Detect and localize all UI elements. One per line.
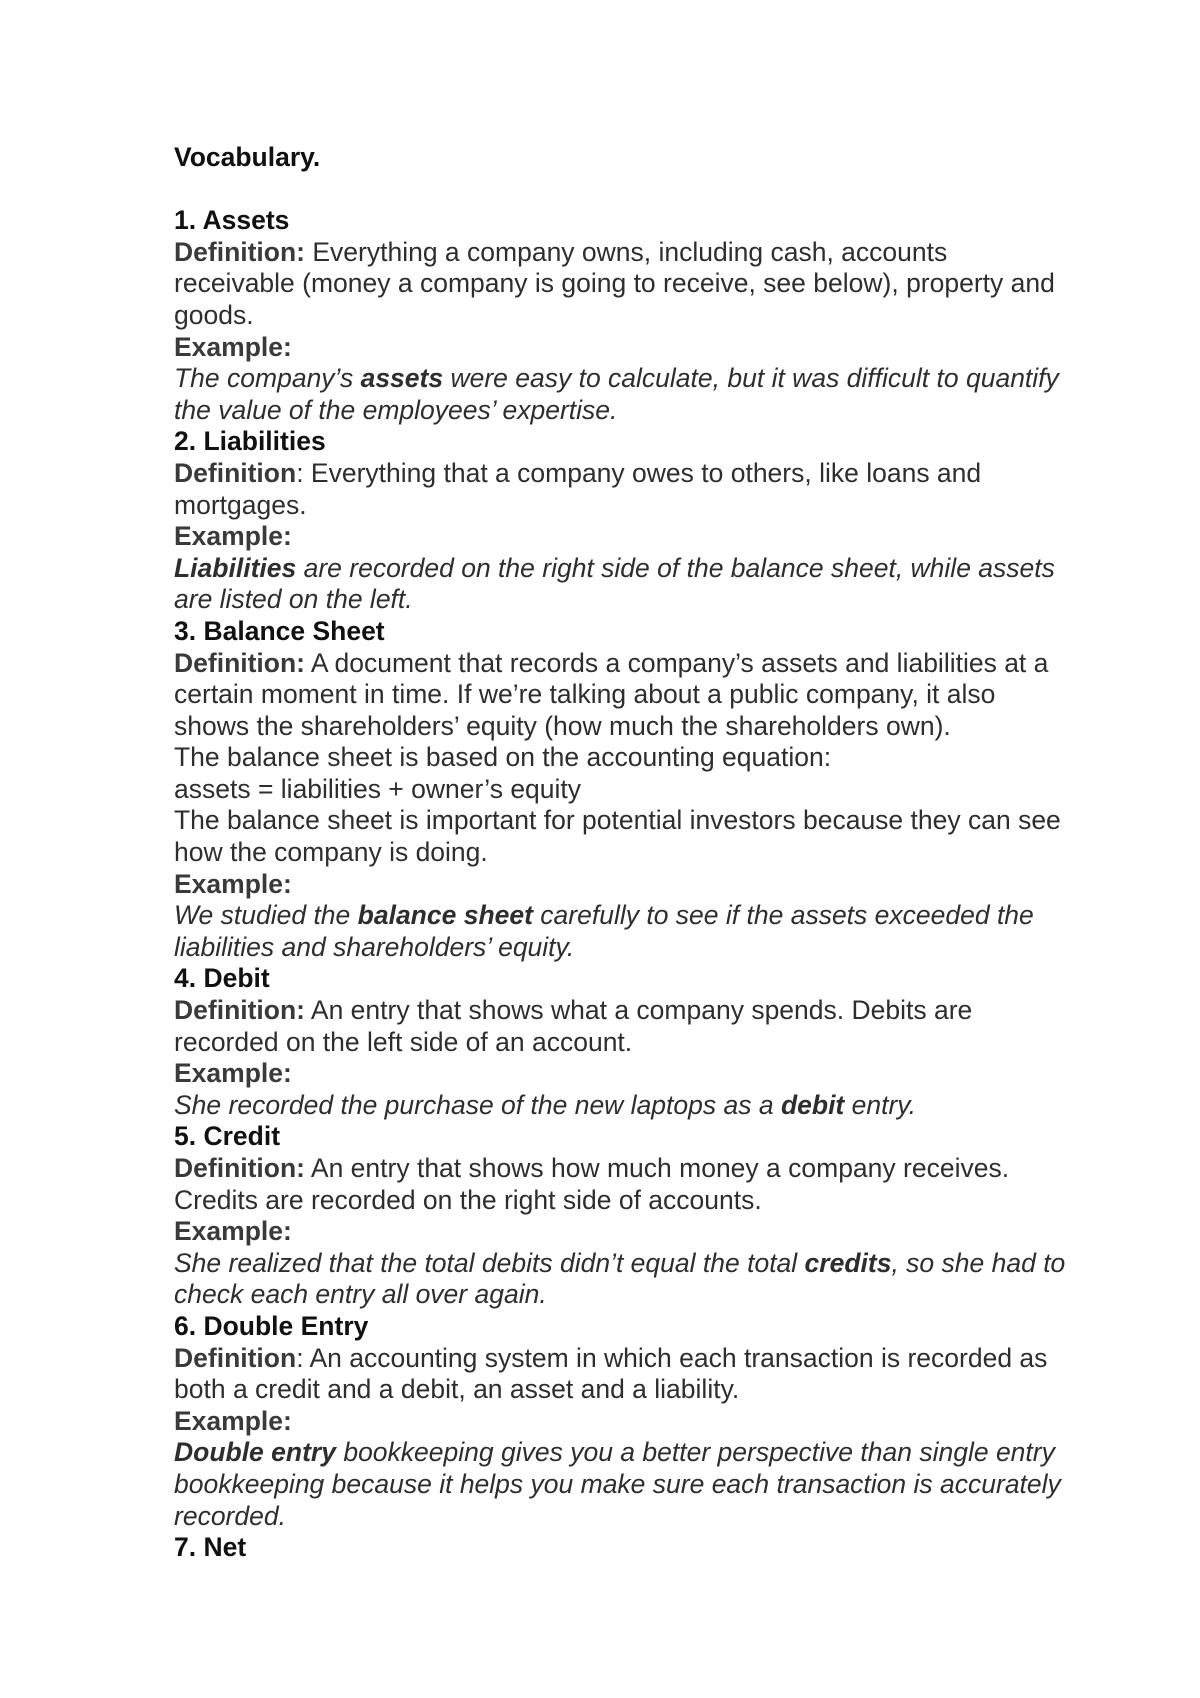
example-sentence (174, 363, 1074, 426)
term-entry-net (174, 1532, 1074, 1564)
term-heading: 3. Balance Sheet (174, 615, 385, 646)
example-text-after: bookkeeping gives you a better perspective than single entry bookkeeping because it helps you make sure each transaction is accurately recorded. (174, 1437, 1061, 1531)
definition-paragraph (174, 648, 1074, 743)
example-highlighted-term: balance sheet (357, 900, 533, 931)
definition-label: Definition: (174, 236, 305, 267)
accounting-equation: assets = liabilities + owner’s equity (174, 773, 582, 804)
example-label: Example: (174, 1405, 292, 1436)
definition-label: Definition: (174, 995, 305, 1026)
definition-label: Definition: (174, 647, 305, 678)
example-sentence (174, 1437, 1074, 1532)
definition-label: Definition (174, 457, 297, 488)
example-sentence (174, 1248, 1074, 1311)
definition-paragraph (174, 458, 1074, 521)
example-highlighted-term: Double entry (174, 1437, 336, 1468)
example-text-after: were easy to calculate, but it was difficult to quantify the value of the employees’ expertise. (174, 363, 1059, 425)
term-heading: 4. Debit (174, 963, 270, 994)
example-sentence (174, 900, 1074, 963)
example-text-after: , so she had to check each entry all over again. (174, 1247, 1066, 1310)
term-entry-liabilities (174, 426, 1074, 616)
term-entry-assets (174, 205, 1074, 426)
definition-extra-line: The balance sheet is based on the accounting equation: (174, 742, 832, 773)
term-heading: 1. Assets (174, 205, 290, 236)
definition-label: Definition: (174, 1153, 305, 1183)
example-highlighted-term: assets (360, 363, 444, 394)
example-text-before: The company’s (174, 363, 361, 394)
example-text-after: are recorded on the right side of the balance sheet, while assets are listed on the left. (174, 552, 1055, 615)
example-text-before: She recorded the purchase of the new laptops as a (174, 1089, 781, 1120)
term-heading: 7. Net (174, 1532, 247, 1563)
document-page (174, 142, 1074, 1564)
example-text-after: entry. (844, 1089, 916, 1120)
example-label: Example: (174, 1058, 292, 1089)
example-text-before: We studied the (174, 900, 358, 931)
example-highlighted-term: credits (804, 1247, 892, 1278)
term-entry-balance-sheet (174, 616, 1074, 964)
definition-paragraph (174, 995, 1074, 1058)
definition-paragraph (174, 237, 1074, 332)
term-entry-debit (174, 963, 1074, 1121)
term-heading: 2. Liabilities (174, 426, 326, 457)
term-entry-double-entry (174, 1311, 1074, 1532)
term-heading: 6. Double Entry (174, 1310, 369, 1341)
definition-text: An entry that shows how much money a company receives. Credits are recorded on the right side of accounts. (174, 1153, 1010, 1215)
definition-text: : An accounting system in which each transaction is recorded as both a credit and a debit, an asset and a liability. (174, 1342, 1048, 1405)
definition-paragraph (174, 1153, 1074, 1216)
example-sentence (174, 553, 1074, 616)
definition-text: Everything a company owns, including cash, accounts receivable (money a company is going to receive, see below), property and goods. (174, 236, 1055, 330)
example-sentence (174, 1090, 1074, 1122)
term-entry-credit (174, 1121, 1074, 1311)
example-text-before: She realized that the total debits didn’t equal the total (174, 1247, 805, 1278)
example-highlighted-term: debit (780, 1089, 845, 1120)
blank-line (174, 174, 1074, 206)
definition-extra-line: The balance sheet is important for potential investors because they can see how the company is doing. (174, 805, 1061, 868)
example-label: Example: (174, 868, 292, 899)
definition-label: Definition (174, 1342, 297, 1373)
example-text-after: carefully to see if the assets exceeded the liabilities and shareholders’ equity. (174, 900, 1034, 962)
term-heading: 5. Credit (174, 1121, 281, 1152)
document-title: Vocabulary. (174, 142, 321, 172)
definition-text: A document that records a company’s assets and liabilities at a certain moment in time. If we’re talking about a public company, it also shows the shareholders’ equity (how much the shareholders own). (174, 647, 1049, 741)
definition-paragraph (174, 1343, 1074, 1406)
example-label: Example: (174, 331, 292, 362)
definition-text: : Everything that a company owes to others, like loans and mortgages. (174, 457, 982, 520)
example-label: Example: (174, 1216, 292, 1247)
definition-text: An entry that shows what a company spends. Debits are recorded on the left side of an account. (174, 995, 973, 1057)
example-highlighted-term: Liabilities (174, 552, 297, 583)
example-label: Example: (174, 521, 292, 552)
